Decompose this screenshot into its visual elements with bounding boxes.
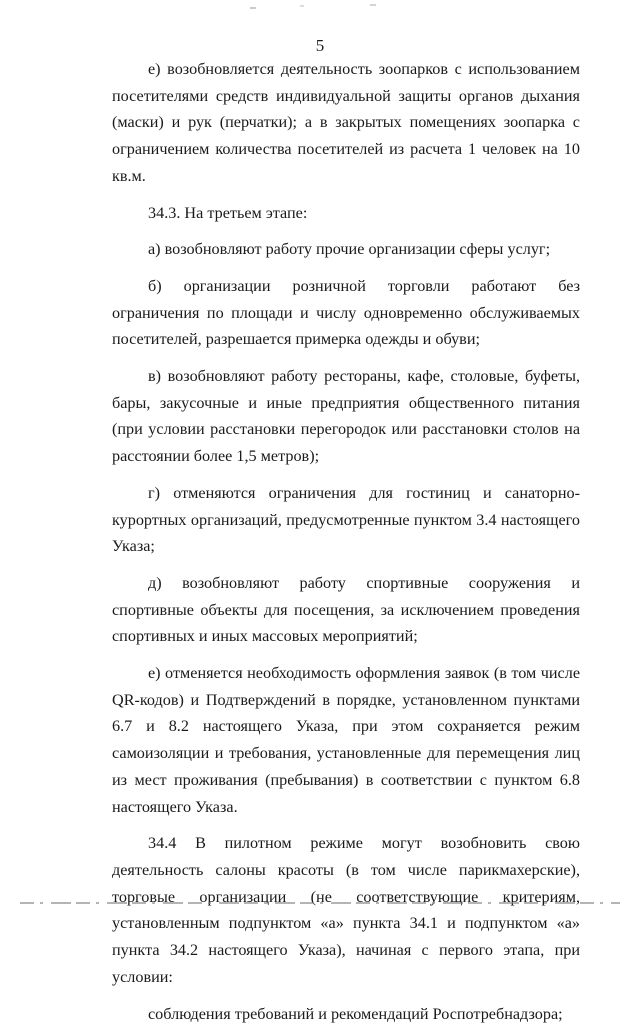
paragraph-b-retail: б) организации розничной торговли работают без ограничения по площади и числу одновременно обслуживаемых посетителей, разрешается примерка одежды и обуви; — [112, 273, 580, 353]
paragraph-d-sports: д) возобновляют работу спортивные сооружения и спортивные объекты для посещения, за исключением проведения спортивных и иных массовых мероприятий; — [112, 570, 580, 650]
scan-artifact-bottom — [20, 897, 620, 905]
paragraph-v-catering: в) возобновляют работу рестораны, кафе, столовые, буфеты, бары, закусочные и иные предприятия общественного питания (при условии расстановки перегородок или расстановки столов на расстоянии более 1,5 метров); — [112, 363, 580, 470]
paragraph-34-3-heading: 34.3. На третьем этапе: — [112, 200, 580, 227]
paragraph-g-hotels: г) отменяются ограничения для гостиниц и санаторно-курортных организаций, предусмотренные пунктом 3.4 настоящего Указа; — [112, 480, 580, 560]
page-number: 5 — [0, 36, 640, 56]
paragraph-34-4-pilot: 34.4 В пилотном режиме могут возобновить свою деятельность салоны красоты (в том числе парикмахерские), торговые организации (не соответствующие критериям, установленным подпунктом «а» пункта 34.1 и подпунктом «а» пункта 34.2 настоящего Указа), начиная с первого этапа, при условии: — [112, 830, 580, 990]
scan-artifact-top — [180, 2, 440, 10]
paragraph-rospotrebnadzor: соблюдения требований и рекомендаций Роспотребнадзора; — [112, 1001, 580, 1027]
paragraph-e-zoos: е) возобновляется деятельность зоопарков с использованием посетителями средств индивидуальной защиты органов дыхания (маски) и рук (перчатки); а в закрытых помещениях зоопарка с ограничением количества посетителей из расчета 1 человек на 10 кв.м. — [112, 56, 580, 190]
paragraph-a-services: а) возобновляют работу прочие организации сферы услуг; — [112, 236, 580, 263]
document-body — [112, 56, 580, 1027]
paragraph-e-qr-codes: е) отменяется необходимость оформления заявок (в том числе QR-кодов) и Подтверждений в порядке, установленном пунктами 6.7 и 8.2 настоящего Указа, при этом сохраняется режим самоизоляции и требования, установленные для перемещения лиц из мест проживания (пребывания) в соответствии с пунктом 6.8 настоящего Указа. — [112, 660, 580, 820]
